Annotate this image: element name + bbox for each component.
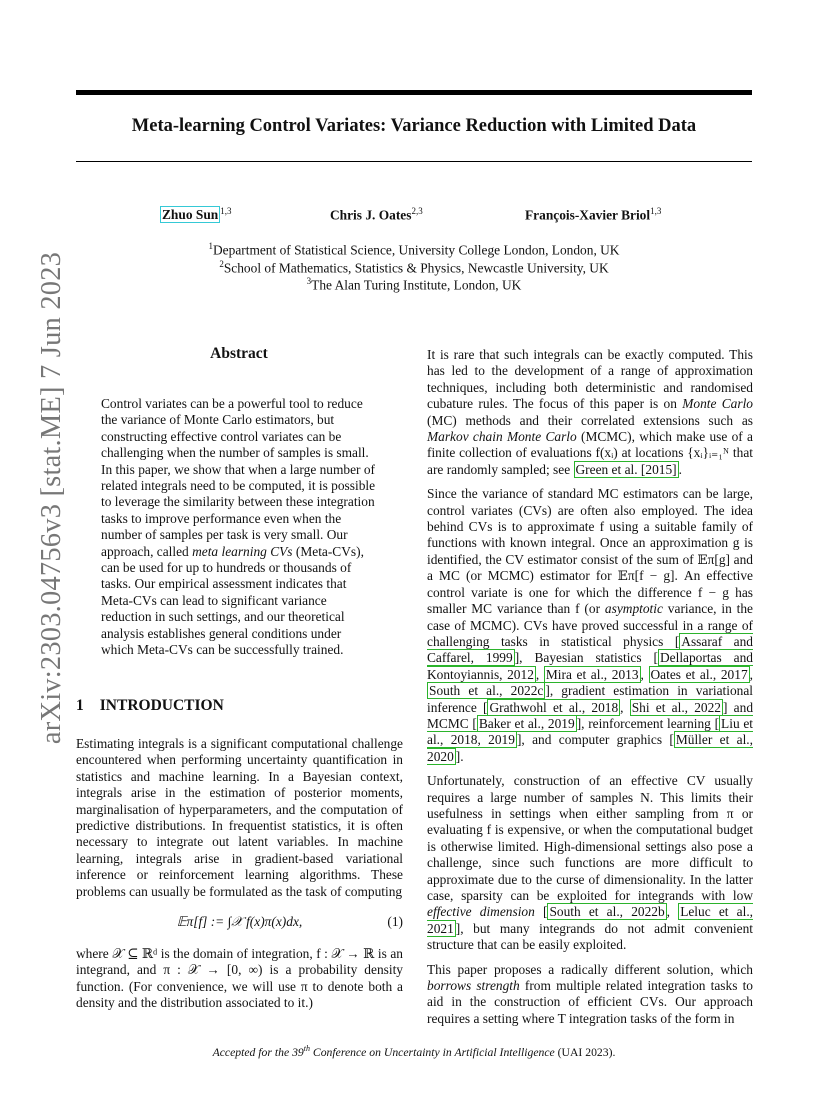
equation-number: (1) [387, 914, 403, 930]
equation-1 [76, 908, 403, 938]
citation-link[interactable]: Grathwohl et al., 2018 [489, 699, 619, 715]
abstract-emphasis: meta learning CVs [192, 543, 293, 559]
footer-sup: th [303, 1044, 310, 1053]
author-3 [525, 206, 661, 223]
footer-text: Conference on Uncertainty in Artificial Intelligence [310, 1045, 555, 1059]
citation-link[interactable]: Liu et al., 2018, 2019 [427, 715, 753, 748]
footer [76, 1044, 752, 1059]
intro-paragraph-1: Estimating integrals is a significant computational challenge encountered when performing uncertainty quantification in statistics and machine learning. In a Bayesian context, integrals arise in the estimation of posterior moments, marginalisation of hyperparameters, and the computation of predictive distributions. In frequentist statistics, it is often necessary to integrate out latent variables. In machine learning, integrals arise in gradient-based variational inference or reinforcement learning algorithms. These problems can usually be formulated as the task of computing [76, 736, 403, 899]
abstract-text-2: (Meta-CVs), can be used for up to hundreds or thousands of tasks. Our empirical assessment indicates that Meta-CVs can lead to significant variance reduction in such settings, and our theoretical analysis establishes general conditions under which Meta-CVs can be successfully trained. [101, 543, 364, 658]
emphasis: effective dimension [427, 904, 535, 920]
text-run: This paper proposes a radically different solution, which [427, 961, 753, 977]
citation-link[interactable]: Assaraf and Caffarel, 1999 [427, 633, 753, 666]
footer-text: Accepted for the 39 [212, 1045, 304, 1059]
author-2-name: Chris J. Oates [330, 207, 412, 223]
citation-link[interactable]: Mira et al., 2013 [545, 666, 639, 682]
text-run: , gradient estimation in variational inference [427, 683, 754, 715]
author-2-affil: 2,3 [411, 206, 423, 216]
abstract-text-1: Control variates can be a powerful tool to reduce the variance of Monte Carlo estimators, but constructing effective control variates can be challenging when the number of samples is small. In this paper, we show that when a large number of related integrals need to be computed, it is possible to leverage the similarity between these integration tasks to improve performance even when the number of samples per task is very small. Our approach, called [101, 396, 376, 559]
section-title: INTRODUCTION [99, 697, 224, 714]
citation-link[interactable]: Shi et al., 2022 [631, 699, 722, 715]
title-rule [76, 161, 752, 162]
equation-body: 𝔼π[f] := ∫𝒳 f(x)π(x)dx, [176, 914, 303, 930]
left-column [76, 736, 403, 1012]
emphasis: Monte Carlo [682, 396, 754, 412]
intro-paragraph-2: where 𝒳 ⊆ ℝᵈ is the domain of integration, f : 𝒳 → ℝ is an integrand, and π : 𝒳 → [0, ∞) is a probability density function. (For convenience, we will use π to denote both a density and the distribution associated to it.) [76, 946, 403, 1011]
text-run: (MC) methods and their correlated extensions such as [427, 412, 753, 428]
right-paragraph-2: Since the variance of standard MC estimators can be large, control variates (CVs) are often also employed. The idea behind CVs is to approximate f using a suitable family of functions with known integral. Once an approximation g is identified, the CV estimator consist of the sum of 𝔼π[g] and a MC (or MCMC) estimator for 𝔼π[f − g]. An effective control variate is one for which the difference f − g has smaller MC variance than f (or asymptotic variance, in the case of MCMC). CVs have proved successful in a range of challenging tasks in statistical physics [ Assaraf and Caffarel, 1999 ], Bayesian statistics [ Dellaportas and Kontoyiannis, 2012 , Mira et al., 2013 , Oates et al., 2017 , South et al., 2022c ], gradient estimation in variational inference [ Grathwohl et al., 2018 , Shi et al., 2022 ] and MCMC [ Baker et al., 2019 ], reinforcement learning [ Liu et al., 2018, 2019 ], and computer graphics [ Müller et al., 2020 ]. [427, 486, 754, 764]
text-run: . [678, 461, 682, 477]
author-2 [330, 206, 423, 223]
text-run: from multiple related integration tasks to aid in the construction of efficient CVs. Our approach requires a setting where T integration tasks of the form in [427, 978, 753, 1026]
affiliation-3-num: 3 [306, 276, 312, 286]
text-run: variance, in the case of MCMC). CVs have proved successful in a range of challenging tasks in statistical physics [427, 601, 753, 649]
text-run: and MCMC [427, 699, 754, 731]
citation-link[interactable]: Dellaportas and Kontoyiannis, 2012 [427, 650, 753, 682]
citation-link[interactable]: Green et al. [2015] [575, 461, 677, 477]
section-number: 1 [76, 697, 84, 714]
text-run: , reinforcement learning [581, 715, 715, 731]
affiliation-3-text: The Alan Turing Institute, London, UK [311, 277, 522, 293]
affiliation-1-num: 1 [208, 241, 214, 251]
author-1-affil: 1,3 [220, 206, 232, 216]
text-run: , Bayesian statistics [519, 650, 654, 666]
abstract-heading: Abstract [210, 345, 268, 362]
emphasis: asymptotic [604, 601, 663, 617]
affiliation-3 [76, 273, 752, 293]
affiliation-2-text: School of Mathematics, Statistics & Physics, Newcastle University, UK [223, 260, 609, 276]
citation-link[interactable]: Oates et al., 2017 [650, 666, 748, 682]
paper-title: Meta-learning Control Variates: Variance Reduction with Limited Data [131, 116, 697, 136]
right-paragraph-3: Unfortunately, construction of an effective CV usually requires a large number of samples N. This limits their usefulness in settings when either sampling from π or evaluating f is expensive, or when the computational budget is otherwise limited. High-dimensional settings also pose a challenge, since such functions are more difficult to approximate due to the curse of dimensionality. In the latter case, sparsity can be exploited for integrands with low effective dimension [ South et al., 2022b , Leluc et al., 2021 ], but many integrands do not admit convenient structure that can be easily exploited. [427, 773, 754, 953]
text-run: , and computer graphics [521, 732, 670, 748]
affiliation-2-num: 2 [219, 259, 224, 269]
right-column [427, 347, 753, 1027]
text-run: (MCMC), which make use of a finite collection of evaluations f(xᵢ) at locations {xᵢ}ᵢ₌₁ᴺ that are randomly sampled; see [427, 429, 753, 477]
author-1-link[interactable]: Zhuo Sun [162, 207, 219, 223]
text-run: . [460, 748, 464, 764]
author-3-affil: 1,3 [650, 206, 662, 216]
author-1 [160, 206, 231, 223]
text-run: It is rare that such integrals can be exactly computed. This has led to the development of a range of approximation techniques, including both deterministic and randomised cubature rules. The focus of this paper is on [427, 347, 753, 412]
emphasis: Markov chain Monte Carlo [427, 429, 577, 445]
section-heading [76, 697, 224, 715]
footer-text: (UAI 2023). [554, 1045, 616, 1059]
text-run: , but many integrands do not admit convenient structure that can be easily exploited. [427, 920, 753, 953]
citation-link[interactable]: South et al., 2022b [549, 904, 665, 920]
citation-link[interactable]: South et al., 2022c [429, 683, 544, 699]
text-run: Unfortunately, construction of an effective CV usually requires a large number of samples N. This limits their usefulness in settings when either sampling from π or evaluating f is expensive, or when the computational budget is otherwise limited. High-dimensional settings also pose a challenge, since such functions are more difficult to approximate due to the curse of dimensionality. In the latter case, sparsity can be exploited for integrands with low [427, 773, 753, 903]
right-paragraph-1 [427, 347, 753, 478]
affiliation-1-text: Department of Statistical Science, University College London, London, UK [213, 242, 620, 258]
top-rule [76, 90, 752, 95]
right-paragraph-4 [427, 962, 753, 1028]
text-run: Since the variance of standard MC estimators can be large, control variates (CVs) are often also employed. The idea behind CVs is to approximate f using a suitable family of functions with known integral. Once an approximation g is identified, the CV estimator consist of the sum of 𝔼π[g] and a MC (or MCMC) estimator for 𝔼π[f − g]. An effective control variate is one for which the difference f − g has smaller MC variance than f (or [427, 486, 753, 617]
citation-link[interactable]: Müller et al., 2020 [427, 732, 753, 764]
abstract-body [101, 396, 377, 659]
arxiv-identifier: arXiv:2303.04756v3 [stat.ME] 7 Jun 2023 [36, 251, 67, 745]
citation-link[interactable]: Baker et al., 2019 [478, 715, 575, 731]
author-3-name: François-Xavier Briol [525, 207, 651, 223]
emphasis: borrows strength [427, 978, 520, 994]
citation-link[interactable]: Leluc et al., 2021 [427, 904, 754, 936]
